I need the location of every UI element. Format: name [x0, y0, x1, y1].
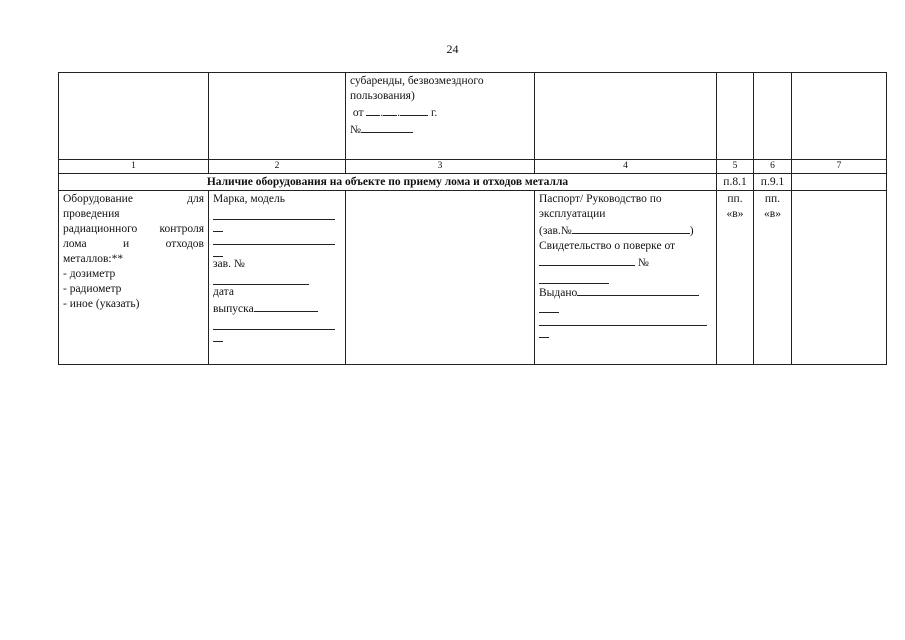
brand-blank-1[interactable] — [213, 207, 335, 220]
issued-blank[interactable] — [577, 284, 699, 296]
issued-line — [539, 284, 712, 301]
desc-line: радиационного контроля — [63, 223, 204, 235]
ref-cell-5 — [717, 191, 754, 365]
serial-blank[interactable] — [213, 272, 309, 285]
cont-cell-2 — [209, 73, 346, 160]
section-cell-7 — [792, 174, 887, 191]
desc-line: проведения — [63, 208, 120, 220]
cont-cell-5 — [717, 73, 754, 160]
day-blank[interactable] — [366, 104, 380, 116]
release-label: выпуска — [213, 303, 254, 315]
item-other: - иное (указать) — [63, 298, 140, 310]
cont-text — [350, 74, 530, 138]
desc-line: лома и отходов — [63, 238, 204, 250]
number-blank[interactable] — [361, 121, 413, 133]
issued-blank-2-cont[interactable] — [539, 326, 549, 338]
certificate-number-label: № — [637, 257, 649, 269]
column-number: 7 — [792, 160, 887, 174]
page-number: 24 — [446, 42, 459, 56]
release-blank[interactable] — [254, 300, 318, 312]
serial-label: зав. № — [213, 258, 245, 270]
doc-serial-line — [539, 222, 712, 239]
column-number: 6 — [754, 160, 792, 174]
issued-label: Выдано — [539, 287, 578, 299]
item-radiometer: - радиометр — [63, 283, 122, 295]
date-label: дата — [213, 286, 234, 298]
cont-cell-3 — [346, 73, 535, 160]
issued-blank-cont[interactable] — [539, 301, 559, 313]
cont-cell-6 — [754, 73, 792, 160]
column-number: 2 — [209, 160, 346, 174]
certificate-line — [539, 254, 712, 271]
release-blank-2-cont[interactable] — [213, 330, 223, 342]
ref-6-letter: «в» — [764, 208, 781, 220]
doc-serial-close: ) — [689, 225, 694, 237]
brand-blank-2-cont[interactable] — [213, 245, 223, 257]
column-number: 1 — [59, 160, 209, 174]
equipment-row — [59, 191, 887, 365]
column-number-row — [59, 160, 887, 174]
section-row — [59, 174, 887, 191]
section-ref-6: п.9.1 — [754, 174, 792, 191]
documents-cell — [535, 191, 717, 365]
notes-cell — [792, 191, 887, 365]
month-blank[interactable] — [383, 104, 397, 116]
brand-model-label: Марка, модель — [213, 193, 285, 205]
certificate-number-blank[interactable] — [539, 271, 609, 284]
release-line — [213, 300, 341, 317]
section-ref-5: п.8.1 — [717, 174, 754, 191]
doc-serial-blank[interactable] — [572, 222, 690, 234]
equipment-items — [63, 267, 204, 312]
column-number: 5 — [717, 160, 754, 174]
year-suffix: г. — [431, 107, 438, 119]
brand-blank-2[interactable] — [213, 232, 335, 245]
year-blank[interactable] — [400, 104, 428, 116]
equipment-details-cell — [209, 191, 346, 365]
continuation-row — [59, 73, 887, 160]
equipment-empty-cell — [346, 191, 535, 365]
column-number: 4 — [535, 160, 717, 174]
column-number: 3 — [346, 160, 535, 174]
cont-cell-4 — [535, 73, 717, 160]
section-title: Наличие оборудования на объекте по приему лома и отходов металла — [59, 174, 717, 191]
from-label: от — [352, 107, 364, 119]
cont-date-line: от . . г. — [350, 104, 530, 121]
cont-number-line — [350, 121, 530, 138]
doc-serial-open: (зав.№ — [539, 225, 572, 237]
operation-label: эксплуатации — [539, 208, 606, 220]
equipment-description — [63, 192, 204, 267]
brand-blank-1-cont[interactable] — [213, 220, 223, 232]
cont-cell-7 — [792, 73, 887, 160]
ref-6-label: пп. — [764, 193, 781, 205]
certificate-date-blank[interactable] — [539, 254, 635, 266]
number-label: № — [350, 124, 361, 136]
cont-cell-1 — [59, 73, 209, 160]
requirements-table — [58, 72, 887, 365]
desc-line: Оборудование для — [63, 193, 204, 205]
equipment-description-cell — [59, 191, 209, 365]
certificate-label: Свидетельство о поверке от — [539, 240, 676, 252]
release-blank-2[interactable] — [213, 317, 335, 330]
issued-blank-2[interactable] — [539, 313, 707, 326]
desc-line: металлов:** — [63, 253, 124, 265]
item-dosimeter: - дозиметр — [63, 268, 116, 280]
passport-label: Паспорт/ Руководство по — [539, 193, 662, 205]
ref-cell-6 — [754, 191, 792, 365]
ref-5-label: пп. — [727, 193, 743, 205]
cont-line-2: пользования) — [350, 90, 415, 102]
cont-line-1: субаренды, безвозмездного — [350, 75, 484, 87]
ref-5-letter: «в» — [726, 208, 744, 220]
